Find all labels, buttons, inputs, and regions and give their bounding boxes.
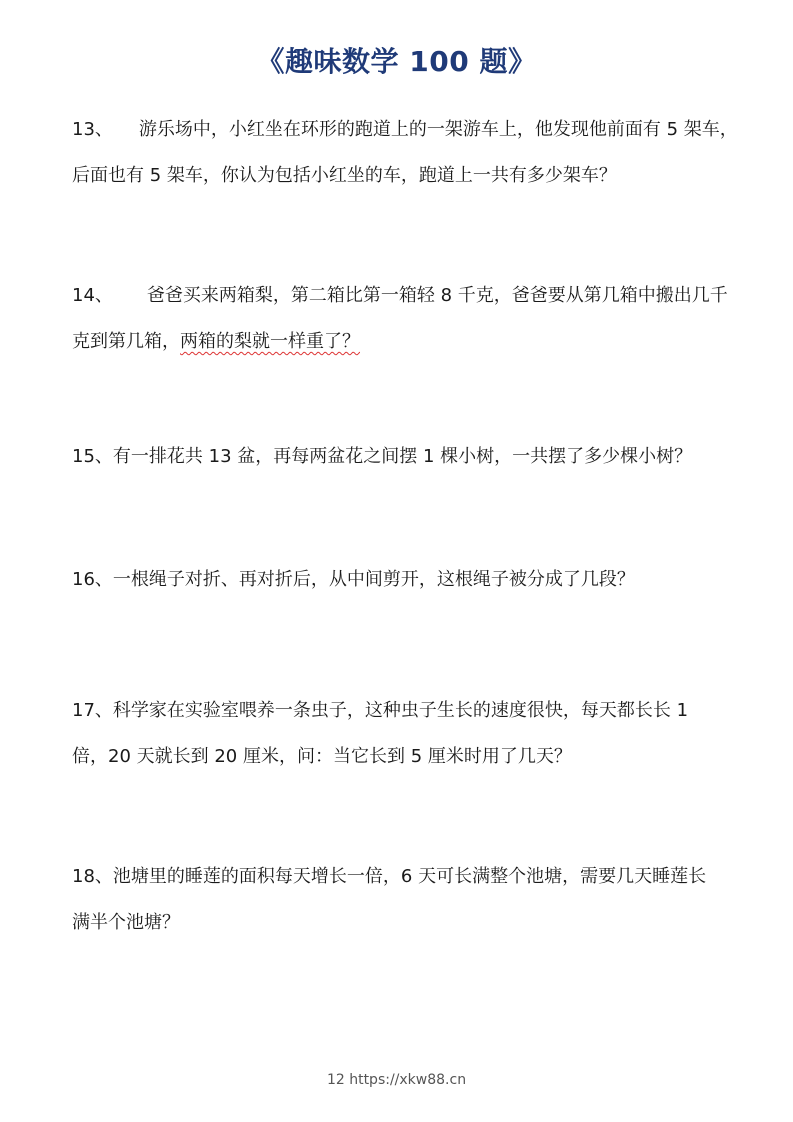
question-line [72,107,738,153]
question-line [72,854,724,900]
question-text: 池塘里的睡莲的面积每天增长一倍，6 天可长满整个池塘，需要几天睡莲长 [112,866,707,887]
question-text: 满半个池塘？ [72,912,180,933]
question-17 [72,688,724,780]
question-line [72,900,724,946]
question-line [72,434,724,480]
page-footer: 12 https://xkw88.cn [326,1072,467,1088]
question-14 [72,273,728,365]
question-line [72,734,724,780]
question-text: 一根绳子对折、再对折后，从中间剪开，这根绳子被分成了几段？ [112,569,635,590]
question-line [72,319,724,365]
question-number: 15、 [72,446,113,467]
question-text: 游乐场中，小红坐在环形的跑道上的一架游车上，他发现他前面有 5 架车， [138,119,738,140]
question-number: 14、 [72,285,113,306]
spellcheck-underlined-text: 两箱的梨就一样重了？ [180,331,360,352]
question-text: 后面也有 5 架车，你认为包括小红坐的车，跑道上一共有多少架车？ [72,165,617,186]
page-title: 《趣味数学 100 题》 [256,45,537,78]
question-line [72,557,724,603]
question-18 [72,854,724,946]
question-number: 13、 [72,119,113,140]
question-16 [72,557,724,603]
question-line [72,688,724,734]
question-text: 有一排花共 13 盆，再每两盆花之间摆 1 棵小树，一共摆了多少棵小树？ [112,446,693,467]
question-number: 18、 [72,866,113,887]
question-line [72,273,728,319]
question-number: 17、 [72,700,113,721]
question-text: 爸爸买来两箱梨，第二箱比第一箱轻 8 千克，爸爸要从第几箱中搬出几千 [146,285,728,306]
question-text: 倍，20 天就长到 20 厘米，问：当它长到 5 厘米时用了几天？ [72,746,572,767]
question-text: 克到第几箱， [72,331,180,352]
question-13 [72,107,738,199]
question-15 [72,434,724,480]
question-line [72,153,724,199]
question-text: 科学家在实验室喂养一条虫子，这种虫子生长的速度很快，每天都长长 1 [112,700,689,721]
question-number: 16、 [72,569,113,590]
